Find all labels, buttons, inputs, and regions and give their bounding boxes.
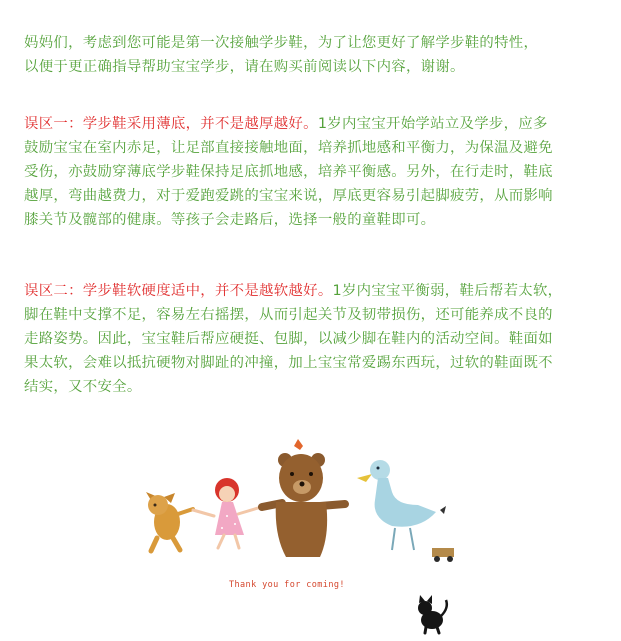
toy-cart-illustration bbox=[432, 548, 454, 562]
thank-you-illustration bbox=[0, 430, 621, 641]
myth-two-heading: 误区二：学步鞋软硬度适中，并不是越软越好。 bbox=[24, 283, 333, 299]
dog-illustration bbox=[146, 492, 193, 551]
myth-one-line: 膝关节及髋部的健康。等孩子会走路后，选择一般的童鞋即可。 bbox=[24, 212, 436, 228]
intro-line: 妈妈们，考虑到您可能是第一次接触学步鞋，为了让您更好了解学步鞋的特性， bbox=[24, 35, 539, 51]
intro-line: 以便于更正确指导帮助宝宝学步，请在购买前阅读以下内容，谢谢。 bbox=[24, 59, 465, 75]
bird-illustration bbox=[357, 460, 436, 550]
myth-one-line: 鼓励宝宝在室内赤足，让足部直接接触地面，培养抓地感和平衡力，为保温及避免 bbox=[24, 140, 553, 156]
girl-illustration bbox=[193, 478, 258, 548]
myth-two-line bbox=[24, 279, 609, 303]
small-bird-illustration bbox=[440, 506, 446, 514]
myth-two-text: 1岁内宝宝平衡弱，鞋后帮若太软， bbox=[332, 283, 563, 299]
myth-one-heading: 误区一：学步鞋采用薄底，并不是越厚越好。 bbox=[24, 116, 318, 132]
myth-one-text: 1岁内宝宝开始学站立及学步，应多 bbox=[317, 116, 548, 132]
myth-two-line: 走路姿势。因此，宝宝鞋后帮应硬挺、包脚，以减少脚在鞋内的活动空间。鞋面如 bbox=[24, 331, 553, 347]
cat-illustration bbox=[418, 595, 447, 633]
myth-two-line: 果太软，会难以抵抗硬物对脚趾的冲撞，加上宝宝常爱踢东西玩，过软的鞋面既不 bbox=[24, 355, 553, 371]
thank-you-caption: Thank you for coming! bbox=[229, 580, 345, 590]
myth-two-line: 脚在鞋中支撑不足，容易左右摇摆，从而引起关节及韧带损伤，还可能养成不良的 bbox=[24, 307, 553, 323]
myth-one-line: 受伤，亦鼓励穿薄底学步鞋保持足底抓地感，培养平衡感。另外，在行走时，鞋底 bbox=[24, 164, 553, 180]
myth-one-line: 越厚，弯曲越费力，对于爱跑爱跳的宝宝来说，厚底更容易引起脚疲劳，从而影响 bbox=[24, 188, 553, 204]
myth-two-line: 结实，又不安全。 bbox=[24, 379, 142, 395]
myth-one-section bbox=[24, 112, 609, 232]
myth-two-section bbox=[24, 279, 609, 399]
myth-one-line bbox=[24, 112, 609, 136]
intro-paragraph bbox=[24, 31, 609, 79]
bear-illustration bbox=[262, 439, 345, 557]
